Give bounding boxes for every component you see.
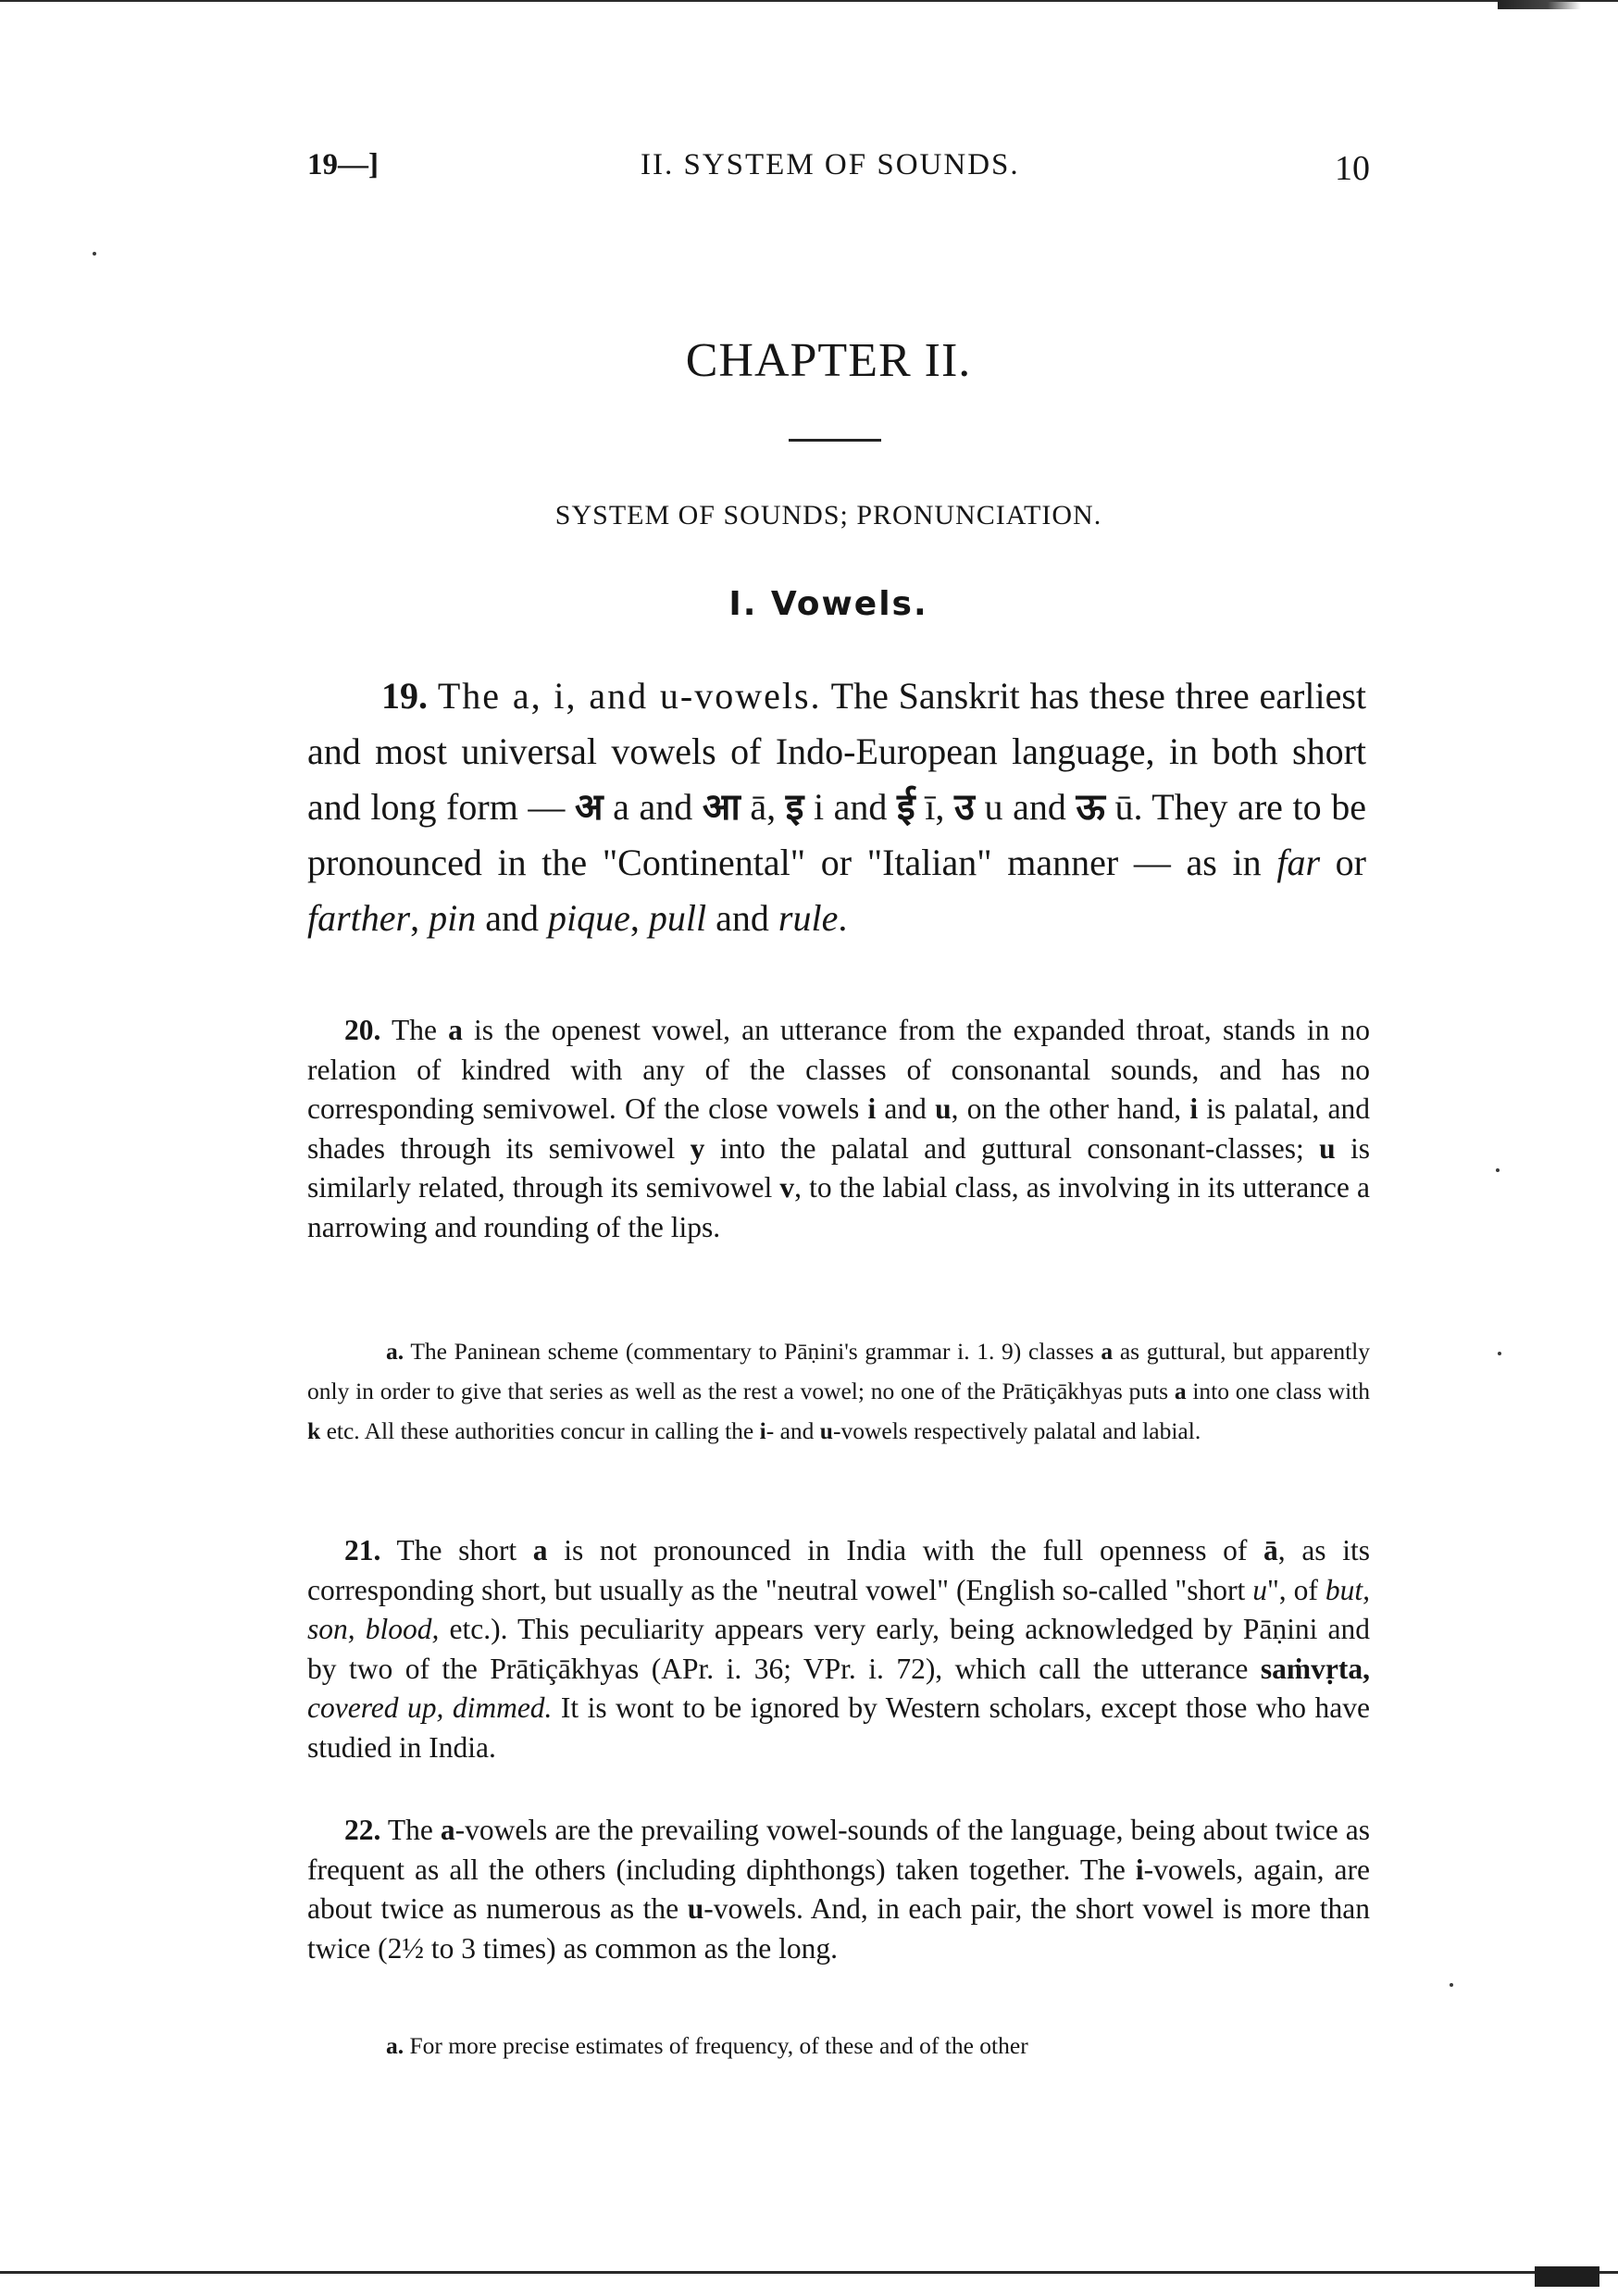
text-run: is not pronounced in India with the full openness of xyxy=(547,1534,1264,1566)
text-run: or xyxy=(1320,842,1367,883)
page-edge-top xyxy=(0,0,1618,2)
paragraph-number: 21. xyxy=(344,1534,381,1566)
example-word: pull xyxy=(648,897,707,939)
vowel-letter: a xyxy=(1174,1378,1187,1404)
note-marker: a. xyxy=(386,1338,404,1365)
paragraph-number: 20. xyxy=(344,1014,381,1046)
note-22a xyxy=(307,2026,1370,2065)
note-20a xyxy=(307,1331,1370,1451)
title-rule xyxy=(789,439,881,442)
scan-speck xyxy=(93,252,96,256)
consonant-letter: y xyxy=(690,1131,705,1165)
text-run: The Paninean scheme (commentary to Pāṇini's grammar i. 1. 9) classes xyxy=(404,1338,1101,1365)
devanagari-glyph: ई xyxy=(897,786,915,828)
text-run: is the openest vowel, an utterance from the expanded throat, stands in no relation of kindred with any of the classes of consonantal sounds, and has no corresponding semivowel. Of the close vowels xyxy=(307,1014,1370,1125)
text-run: , as its corresponding short, but usually as the "neutral vowel" (English so-called "short xyxy=(307,1534,1370,1606)
text-run: is palatal, and shades through its semivowel xyxy=(307,1092,1370,1165)
page-number: 10 xyxy=(1335,149,1370,188)
text-run: -vowels, again, are about twice as numerous as the xyxy=(307,1853,1370,1925)
text-run: , xyxy=(629,897,649,939)
header-title: II. SYSTEM OF SOUNDS. xyxy=(641,148,1020,181)
vowel-letter: i xyxy=(759,1417,766,1444)
text-run: The short xyxy=(380,1534,533,1566)
paragraph-22 xyxy=(307,1811,1370,1968)
devanagari-glyph: उ xyxy=(953,786,975,828)
text-run: - and xyxy=(765,1417,820,1444)
term-gloss: covered up, dimmed. xyxy=(307,1691,553,1724)
text-run: into one class with xyxy=(1186,1378,1370,1404)
text-run: ū. They are to be pronounced in the "Continental" or "Italian" manner — as in xyxy=(307,786,1366,883)
scan-speck xyxy=(1450,1983,1453,1987)
example-word: rule xyxy=(778,897,839,939)
devanagari-glyph: ऊ xyxy=(1076,786,1105,828)
header-section-ref: 19—] xyxy=(307,148,379,181)
example-word: pique xyxy=(548,897,630,939)
vowel-letter: a xyxy=(440,1814,455,1846)
section-title: SYSTEM OF SOUNDS; PRONUNCIATION. xyxy=(554,500,1102,530)
text-run: The xyxy=(380,1014,449,1046)
text-run: , on the other hand, xyxy=(951,1092,1190,1125)
consonant-letter: k xyxy=(307,1417,321,1444)
text-run: . xyxy=(838,897,848,939)
devanagari-glyph: आ xyxy=(702,786,741,828)
sanskrit-term: saṁvṛta, xyxy=(1260,1652,1370,1685)
text-run: and xyxy=(476,897,549,939)
text-run: into the palatal and guttural consonant-classes; xyxy=(704,1131,1320,1165)
paragraph-number: 19. xyxy=(381,675,428,717)
text-run: and xyxy=(876,1092,936,1125)
vowel-letter: i xyxy=(1189,1092,1199,1125)
text-run: u and xyxy=(974,786,1077,828)
scan-speck xyxy=(1498,1352,1501,1355)
vowel-letter: a xyxy=(1101,1338,1114,1365)
vowel-letter: i xyxy=(1135,1853,1144,1886)
paragraph-19 xyxy=(307,668,1366,946)
example-words: but, son, blood, xyxy=(307,1573,1370,1645)
text-run: , xyxy=(410,897,429,939)
paragraph-20 xyxy=(307,1011,1370,1247)
scan-corner-mark xyxy=(1535,2266,1599,2287)
scan-corner-mark xyxy=(1498,0,1581,9)
subsection-title: I. Vowels. xyxy=(728,585,928,623)
example-word: pin xyxy=(429,897,477,939)
text-run: The xyxy=(380,1814,441,1846)
text-run: a and xyxy=(603,786,703,828)
vowel-letter: a xyxy=(448,1014,463,1046)
text-run: etc. All these authorities concur in calling the xyxy=(320,1417,760,1444)
text-run: as guttural, but apparently only in order to give that series as well as the rest a vowel; no one of the Prātiçākhyas puts xyxy=(307,1338,1370,1404)
text-run: ī, xyxy=(915,786,954,828)
text-run: -vowels. And, in each pair, the short vowel is more than twice (2½ to 3 times) as common as the long. xyxy=(307,1892,1370,1965)
text-run: and xyxy=(706,897,778,939)
vowel-letter: u xyxy=(687,1892,704,1925)
text-run: ", of xyxy=(1266,1573,1326,1606)
devanagari-glyph: अ xyxy=(575,786,604,828)
vowel-letter: ā xyxy=(1263,1534,1278,1566)
note-marker: a. xyxy=(386,2032,404,2059)
devanagari-glyph: इ xyxy=(785,786,804,828)
vowel-letter: u xyxy=(935,1092,952,1125)
scan-speck xyxy=(1496,1168,1500,1172)
text-run: , to the labial class, as involving in its utterance a narrowing and rounding of the lips. xyxy=(307,1171,1370,1243)
vowel-letter: i xyxy=(867,1092,877,1125)
page-edge-bottom xyxy=(0,2271,1618,2274)
text-run: ā, xyxy=(740,786,786,828)
paragraph-lead: The a, i, and u-vowels. xyxy=(437,675,822,717)
text-run: -vowels respectively palatal and labial. xyxy=(832,1417,1201,1444)
text-run: is similarly related, through its semivowel xyxy=(307,1131,1370,1204)
paragraph-21 xyxy=(307,1531,1370,1767)
running-header xyxy=(307,148,1370,194)
text-run: The Sanskrit has these three earliest and most universal vowels of Indo-European language, in both short and long form — xyxy=(307,675,1367,828)
paragraph-number: 22. xyxy=(344,1814,381,1846)
text-run: -vowels are the prevailing vowel-sounds of the language, being about twice as frequent as all the others (including diphthongs) taken together. The xyxy=(307,1814,1370,1886)
text-run: For more precise estimates of frequency, of these and of the other xyxy=(404,2032,1028,2059)
text-run: etc.). This peculiarity appears very early, being acknowledged by Pāṇini and by two of the Prātiçākhyas (APr. i. 36; VPr. i. 72), which call the utterance xyxy=(307,1613,1370,1685)
example-word: farther xyxy=(307,897,411,939)
example-word: far xyxy=(1276,842,1321,883)
vowel-letter: a xyxy=(532,1534,548,1566)
vowel-letter: u xyxy=(1319,1131,1336,1165)
text-run: It is wont to be ignored by Western scholars, except those who have studied in India. xyxy=(307,1691,1370,1764)
chapter-title: CHAPTER II. xyxy=(685,334,972,387)
text-run: i and xyxy=(803,786,898,828)
consonant-letter: v xyxy=(779,1171,795,1204)
example-word: u xyxy=(1252,1573,1267,1606)
vowel-letter: u xyxy=(819,1417,833,1444)
